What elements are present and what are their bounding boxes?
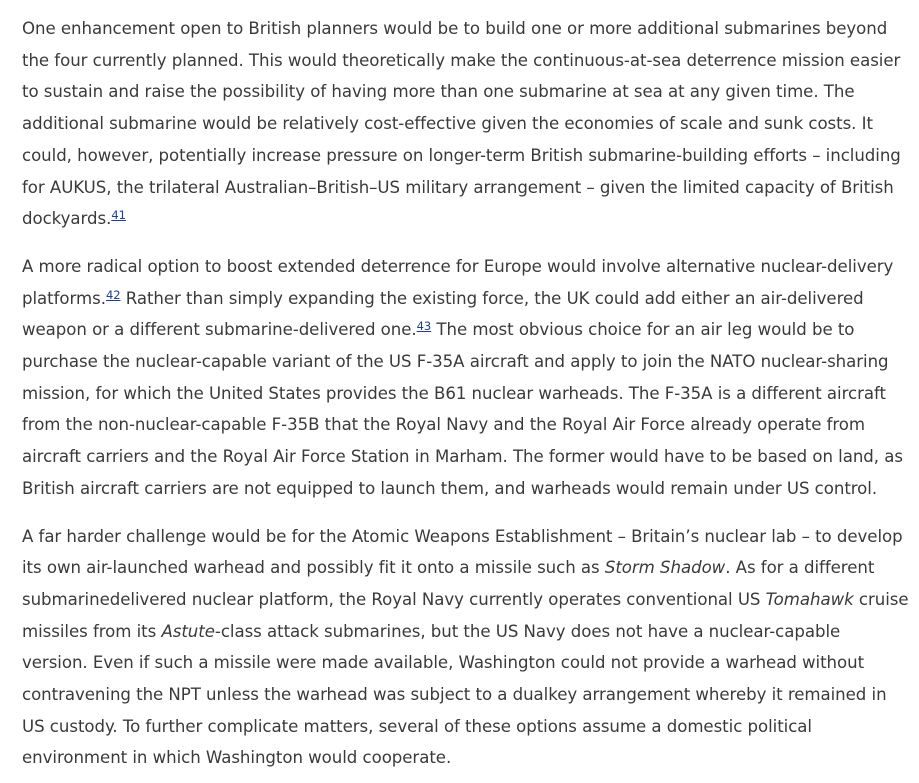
paragraph-submarines bbox=[22, 13, 909, 235]
paragraph-text: -class attack submarines, but the US Navy does not have a nuclear-capable version. Even if such a missile were made available, Washington could not provide a warhead without contravening the NPT unless the warhead was subject to a dualkey arrangement whereby it remained in US custody. To further complicate matters, several of these options assume a domestic political environment in which Washington would cooperate. bbox=[22, 621, 887, 768]
footnote-link-41[interactable]: 41 bbox=[111, 208, 126, 223]
missile-name-tomahawk: Tomahawk bbox=[765, 589, 854, 609]
paragraph-text: . As for a different submarinedelivered nuclear platform, the Royal Navy currently operates conventional US bbox=[22, 558, 875, 609]
paragraph-text: The most obvious choice for an air leg would be to purchase the nuclear-capable variant of the US F-35A aircraft and apply to join the NATO nuclear-sharing mission, for which the United States provides the B61 nuclear warheads. The F-35A is a different aircraft from the non-nuclear-capable F-35B that the Royal Navy and the Royal Air Force already operate from aircraft carriers and the Royal Air Force Station in Marham. The former would have to be based on land, as British aircraft carriers are not equipped to launch them, and warheads would remain under US control. bbox=[22, 320, 903, 498]
paragraph-text: A more radical option to boost extended deterrence for Europe would involve alternative nuclear-delivery platforms. bbox=[22, 256, 894, 308]
footnote-link-43[interactable]: 43 bbox=[416, 319, 432, 334]
missile-name-storm-shadow: Storm Shadow bbox=[604, 558, 726, 578]
paragraph-awe-challenge bbox=[22, 521, 909, 775]
footnote-link-42[interactable]: 42 bbox=[105, 287, 121, 302]
paragraph-text: cruise missiles from its bbox=[22, 589, 909, 641]
submarine-class-astute: Astute bbox=[161, 621, 215, 641]
paragraph-text: Rather than simply expanding the existing force, the UK could add either an air-delivered weapon or a different submarine-delivered one. bbox=[22, 288, 864, 340]
paragraph-text: One enhancement open to British planners would be to build one or more additional submarines beyond the four currently planned. This would theoretically make the continuous-at-sea deterrence mission easier to sustain and raise the possibility of having more than one submarine at sea at any given time. The additional submarine would be relatively cost-effective given the economies of scale and sunk costs. It could, however, potentially increase pressure on longer-term British submarine-building efforts – including for AUKUS, the trilateral Australian–British–US military arrangement – given the limited capacity of British dockyards. bbox=[22, 19, 901, 229]
paragraph-text: A far harder challenge would be for the Atomic Weapons Establishment – Britain’s nuclear lab – to develop its own air-launched warhead and possibly fit it onto a missile such as bbox=[22, 526, 903, 578]
paragraph-delivery-platforms bbox=[22, 251, 909, 505]
